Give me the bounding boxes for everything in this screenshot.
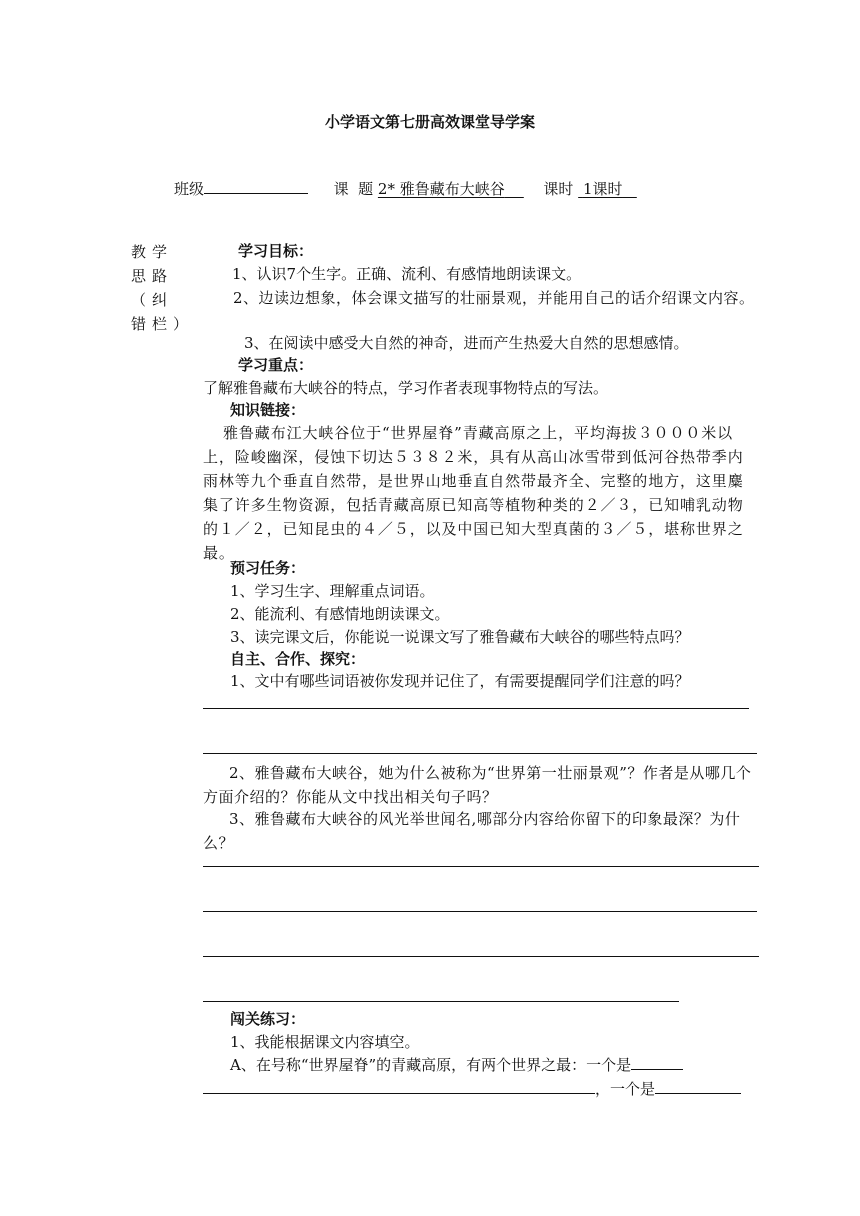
preview-item-1: 1、学习生字、理解重点词语。	[230, 582, 435, 600]
practice-item-1: 1、我能根据课文内容填空。	[230, 1033, 420, 1051]
goal-item-3: 3、在阅读中感受大自然的神奇，进而产生热爱大自然的思想感情。	[244, 334, 689, 352]
answer-line-6[interactable]	[203, 1001, 679, 1002]
focus-heading: 学习重点：	[238, 356, 314, 374]
explore-q1: 1、文中有哪些词语被你发现并记住了，有需要提醒同学们注意的吗？	[230, 672, 690, 690]
sidebar-note: 教学思路（纠错栏）	[131, 243, 195, 333]
fill-blank-1[interactable]	[631, 1055, 683, 1070]
practice-item-a-cont-text: ，一个是	[595, 1080, 656, 1098]
practice-heading: 闯关练习：	[230, 1010, 306, 1028]
answer-line-5[interactable]	[203, 956, 759, 957]
practice-item-a-cont	[203, 1078, 741, 1100]
knowledge-text: 雅鲁藏布江大峡谷位于“世界屋脊”青藏高原之上，平均海拔３０００米以上，险峻幽深，侵蚀下切达５３８２米，具有从高山冰雪带到低河谷热带季内雨林等九个垂直自然带，是世界山地垂直自然带最齐全、完整的地方，这里麋集了许多生物资源，包括青藏高原已知高等植物种类的２／３，已知哺乳动物的１／２，已知昆虫的４／５，以及中国已知大型真菌的３／５，堪称世界之最。	[203, 424, 744, 562]
topic-label: 课 题	[333, 180, 374, 198]
answer-line-3[interactable]	[203, 866, 759, 867]
class-label: 班级	[174, 180, 205, 198]
knowledge-heading: 知识链接：	[230, 401, 306, 419]
topic-value: 2* 雅鲁藏布大峡谷	[377, 180, 505, 198]
preview-heading: 预习任务：	[230, 559, 306, 577]
class-blank[interactable]	[204, 179, 308, 194]
practice-item-a-text: A、在号称“世界屋脊”的青藏高原，有两个世界之最：一个是	[230, 1056, 632, 1074]
goals-heading: 学习目标：	[238, 242, 314, 260]
goal-item-2: 2、边读边想象，体会课文描写的壮丽景观，并能用自己的话介绍课文内容。	[233, 289, 755, 307]
answer-line-2[interactable]	[203, 753, 757, 754]
preview-item-3: 3、读完课文后，你能说一说课文写了雅鲁藏布大峡谷的哪些特点吗？	[230, 628, 690, 646]
preview-item-2: 2、能流利、有感情地朗读课文。	[230, 605, 450, 623]
goal-item-1: 1、认识7个生字。正确、流利、有感情地朗读课文。	[232, 265, 582, 283]
focus-text: 了解雅鲁藏布大峡谷的特点，学习作者表现事物特点的写法。	[203, 379, 609, 397]
explore-heading: 自主、合作、探究：	[230, 650, 366, 668]
practice-item-a	[230, 1054, 683, 1076]
page-title: 小学语文第七册高效课堂导学案	[324, 113, 535, 131]
info-line	[174, 178, 637, 200]
answer-line-1[interactable]	[203, 708, 749, 709]
fill-blank-2[interactable]	[203, 1079, 595, 1094]
explore-q2: 2、雅鲁藏布大峡谷，她为什么被称为“世界第一壮丽景观”？作者是从哪几个方面介绍的？你能从文中找出相关句子吗？	[203, 764, 752, 806]
explore-q3: 3、雅鲁藏布大峡谷的风光举世闻名,哪部分内容给你留下的印象最深？为什么？	[203, 810, 741, 852]
hour-value: 1课时	[582, 180, 623, 198]
answer-line-4[interactable]	[203, 911, 757, 912]
fill-blank-3[interactable]	[655, 1079, 741, 1094]
hour-label: 课时	[543, 180, 574, 198]
